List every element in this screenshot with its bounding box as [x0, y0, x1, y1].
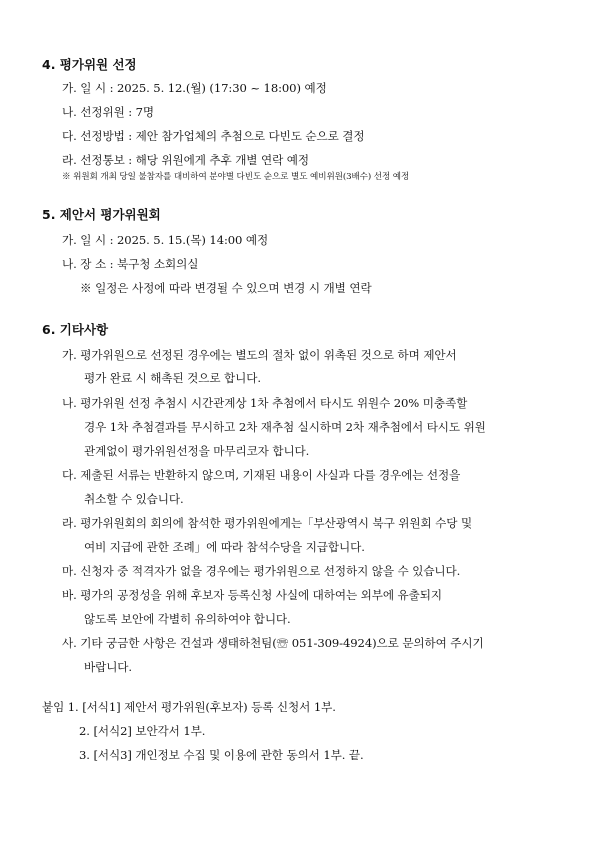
section-6-item-line: 나. 평가위원 선정 추첨시 시간관계상 1차 추첨에서 타시도 위원수 20% 미충족할: [62, 396, 468, 410]
section-6-item-line: 취소할 수 있습니다.: [84, 492, 184, 506]
section-6-item-line: 관계없이 평가위원선정을 마무리코자 합니다.: [84, 444, 310, 458]
section-4-heading: 4. 평가위원 선정: [42, 57, 137, 72]
section-6-item-line: 사. 기타 궁금한 사항은 건설과 생태하천팀(☏ 051-309-4924)으로 문의하여 주시기: [62, 636, 484, 650]
section-6-item-line: 마. 신청자 중 적격자가 없을 경우에는 평가위원으로 선정하지 않을 수 있습니다.: [62, 564, 461, 578]
section-5-heading: 5. 제안서 평가위원회: [42, 207, 161, 222]
section-5-item: 나. 장 소 : 북구청 소회의실: [62, 257, 199, 271]
section-6-item-line: 가. 평가위원으로 선정된 경우에는 별도의 절차 없이 위촉된 것으로 하며 제안서: [62, 348, 457, 362]
section-6-item-line: 평가 완료 시 해촉된 것으로 합니다.: [84, 371, 261, 385]
attachment-line: 2. [서식2] 보안각서 1부.: [79, 724, 206, 738]
section-5-item: 가. 일 시 : 2025. 5. 15.(목) 14:00 예정: [62, 233, 269, 247]
attachment-line: 붙임 1. [서식1] 제안서 평가위원(후보자) 등록 신청서 1부.: [42, 700, 336, 714]
section-6-item-line: 않도록 보안에 각별히 유의하여야 합니다.: [84, 612, 291, 626]
section-6-item-line: 다. 제출된 서류는 반환하지 않으며, 기재된 내용이 사실과 다를 경우에는 선정을: [62, 468, 461, 482]
section-4-item: 라. 선정통보 : 해당 위원에게 추후 개별 연락 예정: [62, 153, 309, 167]
section-6-item-line: 경우 1차 추첨결과를 무시하고 2차 재추첨 실시하며 2차 재추첨에서 타시도 위원: [84, 420, 486, 434]
section-6-item-line: 바랍니다.: [84, 660, 132, 674]
section-4-item: 가. 일 시 : 2025. 5. 12.(월) (17:30 ~ 18:00) 예정: [62, 81, 327, 95]
section-4-note: ※ 위원회 개최 당일 불참자를 대비하여 분야별 다빈도 순으로 별도 예비위원(3배수) 선정 예정: [62, 172, 410, 182]
section-6-item-line: 바. 평가의 공정성을 위해 후보자 등록신청 사실에 대하여는 외부에 유출되지: [62, 588, 442, 602]
section-6-item-line: 라. 평가위원회의 회의에 참석한 평가위원에게는「부산광역시 북구 위원회 수당 및: [62, 516, 473, 530]
attachment-line: 3. [서식3] 개인정보 수집 및 이용에 관한 동의서 1부. 끝.: [79, 748, 364, 762]
section-6-item-line: 여비 지급에 관한 조례」에 따라 참석수당을 지급합니다.: [84, 540, 365, 554]
section-4-item: 나. 선정위원 : 7명: [62, 105, 155, 119]
section-4-item: 다. 선정방법 : 제안 참가업체의 추첨으로 다빈도 순으로 결정: [62, 129, 365, 143]
section-6-heading: 6. 기타사항: [42, 322, 109, 337]
section-5-note: ※ 일정은 사정에 따라 변경될 수 있으며 변경 시 개별 연락: [80, 281, 372, 295]
